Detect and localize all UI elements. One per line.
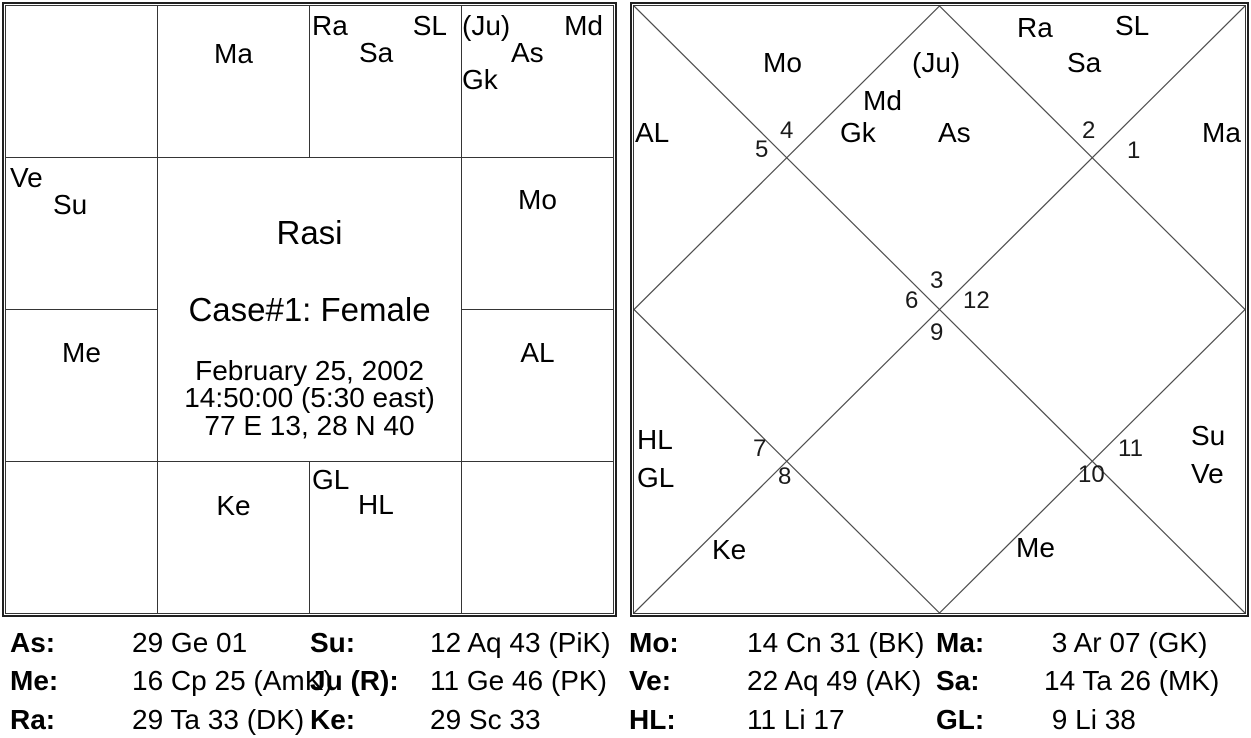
- sign-number-6: 6: [905, 287, 919, 314]
- planet-label-hl: HL: [637, 424, 673, 455]
- sign-number-10: 10: [1078, 461, 1105, 488]
- rasi-chart-inner: [5, 5, 614, 614]
- birth-date: February 25, 2002: [195, 355, 424, 386]
- rasi-cell-taurus: [310, 6, 461, 157]
- planet-label-as: As: [938, 117, 971, 148]
- sign-number-11: 11: [1118, 435, 1143, 462]
- planet-label-md: Md: [564, 10, 603, 41]
- sign-number-4: 4: [780, 117, 794, 144]
- rasi-cell-virgo: [462, 462, 613, 613]
- table-label-sa: Sa:: [936, 665, 980, 696]
- table-label-ra: Ra:: [10, 704, 56, 735]
- planet-label-sa: Sa: [359, 37, 394, 68]
- planet-label-ke: Ke: [712, 534, 747, 565]
- sign-number-5: 5: [755, 136, 769, 163]
- table-label-me: Me:: [10, 665, 59, 696]
- table-value-su: 12 Aq 43 (PiK): [430, 627, 611, 658]
- planet-label-su: Su: [1191, 420, 1226, 451]
- planet-label-ju: (Ju): [912, 47, 961, 78]
- planet-label-ma: Ma: [1202, 117, 1241, 148]
- rasi-grid: [6, 6, 613, 613]
- sign-number-12: 12: [963, 287, 990, 314]
- rasi-cell-scorpio: [158, 462, 309, 613]
- rasi-cell-leo: [462, 310, 613, 461]
- planet-label-sa: Sa: [1067, 47, 1102, 78]
- planet-label-gl: GL: [637, 462, 675, 493]
- sign-number-7: 7: [753, 435, 767, 462]
- planet-label-al: AL: [635, 117, 670, 148]
- table-value-as: 29 Ge 01: [132, 627, 248, 658]
- sign-number-2: 2: [1082, 117, 1096, 144]
- north-chart-inner: [633, 5, 1246, 614]
- planet-label-me: Me: [1016, 532, 1055, 563]
- table-label-as: As:: [10, 627, 56, 658]
- table-label-gl: GL:: [936, 704, 985, 735]
- rasi-cell-libra: [310, 462, 461, 613]
- table-label-ke: Ke:: [310, 704, 356, 735]
- planet-label-mo: Mo: [763, 47, 802, 78]
- birth-coordinates: 77 E 13, 28 N 40: [204, 410, 415, 441]
- rasi-cell-sagittarius: [6, 462, 157, 613]
- planet-label-ra: Ra: [1017, 12, 1053, 43]
- table-value-ve: 22 Aq 49 (AK): [747, 665, 922, 696]
- rasi-cell-pisces: [6, 6, 157, 157]
- table-value-ju: 11 Ge 46 (PK): [430, 665, 607, 696]
- table-value-ke: 29 Sc 33: [430, 704, 541, 735]
- north-chart-lines: [634, 6, 1245, 613]
- table-label-mo: Mo:: [629, 627, 679, 658]
- planet-label-hl: HL: [358, 489, 394, 520]
- table-value-sa: 14 Ta 26 (MK): [1044, 665, 1220, 696]
- planet-label-sl: SL: [412, 10, 447, 41]
- planet-label-mo: Mo: [518, 184, 557, 215]
- table-value-gl: 9 Li 38: [1044, 704, 1136, 735]
- chart-title: Rasi: [276, 214, 343, 251]
- sign-number-9: 9: [930, 319, 944, 346]
- rasi-chart-north-indian: [630, 2, 1249, 617]
- planet-label-as: As: [511, 37, 544, 68]
- planet-label-ra: Ra: [312, 10, 348, 41]
- planet-label-gl: GL: [312, 464, 350, 495]
- rasi-cell-cancer: [462, 158, 613, 309]
- table-value-ra: 29 Ta 33 (DK): [132, 704, 305, 735]
- planet-label-gk: Gk: [462, 64, 498, 95]
- planet-label-ve: Ve: [10, 162, 43, 193]
- planet-label-ju: (Ju): [462, 10, 511, 41]
- table-label-su: Su:: [310, 627, 356, 658]
- rasi-center-panel: [158, 158, 461, 461]
- table-value-hl: 11 Li 17: [747, 704, 845, 735]
- sign-number-3: 3: [930, 267, 944, 294]
- planet-label-ve: Ve: [1191, 458, 1224, 489]
- rasi-cell-aries: [158, 6, 309, 157]
- table-value-mo: 14 Cn 31 (BK): [747, 627, 925, 658]
- sign-number-8: 8: [778, 463, 792, 490]
- table-label-ju: Ju (R):: [310, 665, 399, 696]
- table-label-hl: HL:: [629, 704, 676, 735]
- planet-label-md: Md: [863, 85, 902, 116]
- birth-time: 14:50:00 (5:30 east): [184, 382, 435, 413]
- planet-label-gk: Gk: [840, 117, 876, 148]
- rasi-cell-aquarius: [6, 158, 157, 309]
- rasi-cell-gemini: [462, 6, 613, 157]
- sign-number-1: 1: [1127, 137, 1141, 164]
- planet-label-al: AL: [520, 337, 555, 368]
- table-label-ma: Ma:: [936, 627, 985, 658]
- planet-label-sl: SL: [1115, 10, 1150, 41]
- table-value-me: 16 Cp 25 (AmK): [132, 665, 333, 696]
- rasi-cell-capricorn: [6, 310, 157, 461]
- rasi-chart-south-indian: [2, 2, 617, 617]
- planet-label-su: Su: [53, 189, 88, 220]
- planet-label-ke: Ke: [216, 490, 251, 521]
- planet-label-me: Me: [62, 337, 101, 368]
- planet-label-ma: Ma: [214, 38, 253, 69]
- table-value-ma: 3 Ar 07 (GK): [1044, 627, 1208, 658]
- table-label-ve: Ve:: [629, 665, 672, 696]
- case-title: Case#1: Female: [188, 291, 431, 328]
